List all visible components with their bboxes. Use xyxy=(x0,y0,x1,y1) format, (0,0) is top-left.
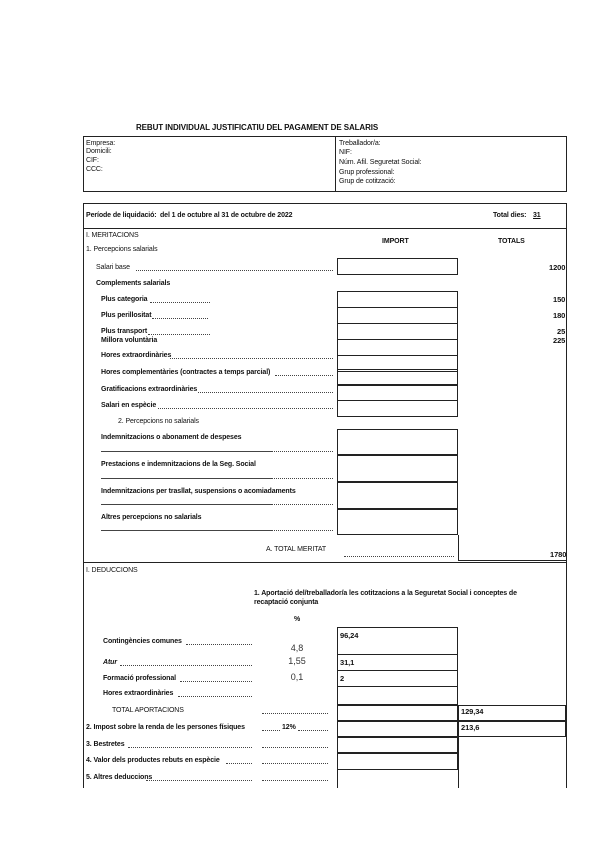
period-divider xyxy=(83,228,567,229)
underline xyxy=(101,451,271,452)
leader-dots xyxy=(150,302,210,303)
plus-categoria-total: 150 xyxy=(553,295,566,304)
leader-dots xyxy=(271,504,333,505)
leader-dots xyxy=(262,747,328,748)
leader-dots xyxy=(198,392,333,393)
leader-dots xyxy=(146,780,252,781)
formacio-pct: 0,1 xyxy=(290,672,304,682)
column-divider xyxy=(458,721,459,788)
plus-transport-label: Plus transport xyxy=(101,328,148,335)
atur-pct: 1,55 xyxy=(288,656,306,666)
leader-dots xyxy=(170,358,333,359)
underline xyxy=(101,504,271,505)
formacio-import: 2 xyxy=(340,674,345,683)
contingencies-pct: 4,8 xyxy=(290,643,304,653)
header-divider xyxy=(335,136,336,192)
atur-import: 31,1 xyxy=(340,658,355,667)
period-value: del 1 de octubre al 31 de octubre de 2022 xyxy=(160,212,293,219)
deduccions-heading: I. DEDUCCIONS xyxy=(86,567,138,574)
leader-dots xyxy=(152,318,208,319)
meritacions-heading: I. MERITACIONS xyxy=(86,232,139,239)
millora-voluntaria-total: 225 xyxy=(553,336,566,345)
leader-dots xyxy=(298,730,328,731)
nif-label: NIF: xyxy=(339,149,352,156)
hores-extra-deduccio-label: Hores extraordinàries xyxy=(103,690,174,697)
underline xyxy=(101,478,271,479)
leader-dots xyxy=(226,763,252,764)
bestretes-label: 3. Bestretes xyxy=(86,741,125,748)
page-title: REBUT INDIVIDUAL JUSTIFICATIU DEL PAGAMENT DE SALARIS xyxy=(136,123,379,132)
leader-dots xyxy=(128,747,252,748)
salari-base-label: Salari base xyxy=(96,264,130,271)
row-divider xyxy=(337,654,458,655)
column-divider xyxy=(337,770,338,788)
leader-dots xyxy=(271,451,333,452)
prestacions-import-box[interactable] xyxy=(337,455,458,482)
irpf-value: 213,6 xyxy=(461,723,480,732)
total-aportacions-label: TOTAL APORTACIONS xyxy=(112,707,184,714)
especie-label: 4. Valor dels productes rebuts en espècie xyxy=(86,757,220,764)
altres-percepcions-import-box[interactable] xyxy=(337,509,458,535)
irpf-pct: 12% xyxy=(282,724,296,731)
irpf-import-box[interactable] xyxy=(337,721,458,737)
percent-header: % xyxy=(294,616,301,623)
percepcions-no-salarials-heading: 2. Percepcions no salarials xyxy=(118,418,199,425)
plus-perillositat-label: Plus perillositat xyxy=(101,312,152,319)
salari-especie-import-box[interactable] xyxy=(337,400,458,417)
leader-dots xyxy=(262,780,328,781)
afiliacio-label: Núm. Afil. Seguretat Social: xyxy=(339,159,422,166)
leader-dots xyxy=(120,665,252,666)
meritacions-bottom-border xyxy=(83,562,567,563)
plus-transport-total: 25 xyxy=(557,327,566,336)
millora-voluntaria-label: Millora voluntària xyxy=(101,337,158,344)
aportacio-title-line1: 1. Aportació del/treballador/a les cotitzacions a la Seguretat Social i conceptes de xyxy=(254,590,517,597)
indemnitzacions-trasllat-import-box[interactable] xyxy=(337,482,458,509)
formacio-label: Formació professional xyxy=(103,675,176,682)
aportacio-title-line2: recaptació conjunta xyxy=(254,599,319,606)
indemnitzacions-despeses-label: Indemnitzacions o abonament de despeses xyxy=(101,434,242,441)
indemnitzacions-despeses-import-box[interactable] xyxy=(337,429,458,455)
atur-label: Atur xyxy=(103,659,117,666)
gratificacions-label: Gratificacions extraordinàries xyxy=(101,386,198,393)
total-meritat-divider xyxy=(458,535,459,561)
hores-complementaries-label: Hores complementàries (contractes a temps parcial) xyxy=(101,369,271,376)
complements-heading: Complements salarials xyxy=(96,280,171,287)
leader-dots xyxy=(271,478,333,479)
total-aportacions-value: 129,34 xyxy=(461,707,484,716)
totals-header: TOTALS xyxy=(498,238,525,245)
total-days-label: Total dies: xyxy=(493,212,527,219)
total-meritat-label: A. TOTAL MERITAT xyxy=(266,546,327,553)
altres-percepcions-label: Altres percepcions no salarials xyxy=(101,514,202,521)
row-divider xyxy=(337,686,458,687)
ccc-label: CCC: xyxy=(86,166,103,173)
percepcions-salarials-heading: 1. Percepcions salarials xyxy=(86,246,158,253)
salari-base-total: 1200 xyxy=(549,263,566,272)
plus-categoria-label: Plus categoria xyxy=(101,296,148,303)
leader-dots xyxy=(271,530,333,531)
altres-deduccions-label: 5. Altres deduccions xyxy=(86,774,153,781)
indemnitzacions-trasllat-label: Indemnitzacions per trasllat, suspensions o acomiadaments xyxy=(101,488,296,495)
prestacions-label: Prestacions e indemnitzacions de la Seg. Social xyxy=(101,461,256,468)
main-top-border xyxy=(83,203,567,204)
total-aportacions-box[interactable] xyxy=(337,705,458,721)
salari-especie-label: Salari en espècie xyxy=(101,402,157,409)
row-divider xyxy=(337,670,458,671)
empresa-label: Empresa: xyxy=(86,140,116,147)
leader-dots xyxy=(136,270,333,271)
main-right-border xyxy=(566,203,567,788)
millora-voluntaria-import-box[interactable] xyxy=(337,339,458,356)
import-header: IMPORT xyxy=(382,238,409,245)
period-label: Període de liquidació: xyxy=(86,212,157,219)
leader-dots xyxy=(158,408,333,409)
hores-extraordinaries-label: Hores extraordinàries xyxy=(101,352,172,359)
treballador-label: Treballador/a: xyxy=(339,140,381,147)
main-left-border xyxy=(83,203,84,788)
leader-dots xyxy=(148,334,210,335)
leader-dots xyxy=(180,681,252,682)
plus-categoria-import-box[interactable] xyxy=(337,291,458,308)
grup-professional-label: Grup professional: xyxy=(339,169,395,176)
grup-cotitzacio-label: Grup de cotització: xyxy=(339,178,396,185)
leader-dots xyxy=(275,375,333,376)
total-meritat-value: 1780 xyxy=(550,550,567,559)
underline xyxy=(101,530,271,531)
plus-transport-import-box[interactable] xyxy=(337,323,458,340)
especie-import-box[interactable] xyxy=(337,753,458,770)
irpf-label: 2. Impost sobre la renda de les persones físiques xyxy=(86,724,245,731)
domicili-label: Domicili: xyxy=(86,148,112,155)
total-meritat-underline xyxy=(458,560,566,561)
leader-dots xyxy=(262,730,280,731)
total-days-value: 31 xyxy=(533,212,541,219)
leader-dots xyxy=(178,696,252,697)
leader-dots xyxy=(262,763,328,764)
gratificacions-import-box[interactable] xyxy=(337,384,458,401)
bestretes-import-box[interactable] xyxy=(337,737,458,753)
header-box xyxy=(83,136,567,192)
leader-dots xyxy=(262,713,328,714)
cif-label: CIF: xyxy=(86,157,99,164)
leader-dots xyxy=(186,644,252,645)
plus-perillositat-total: 180 xyxy=(553,311,566,320)
contingencies-import: 96,24 xyxy=(340,631,359,640)
leader-dots xyxy=(344,556,454,557)
contingencies-label: Contingències comunes xyxy=(103,638,182,645)
plus-perillositat-import-box[interactable] xyxy=(337,307,458,324)
salari-base-import-box[interactable] xyxy=(337,258,458,275)
